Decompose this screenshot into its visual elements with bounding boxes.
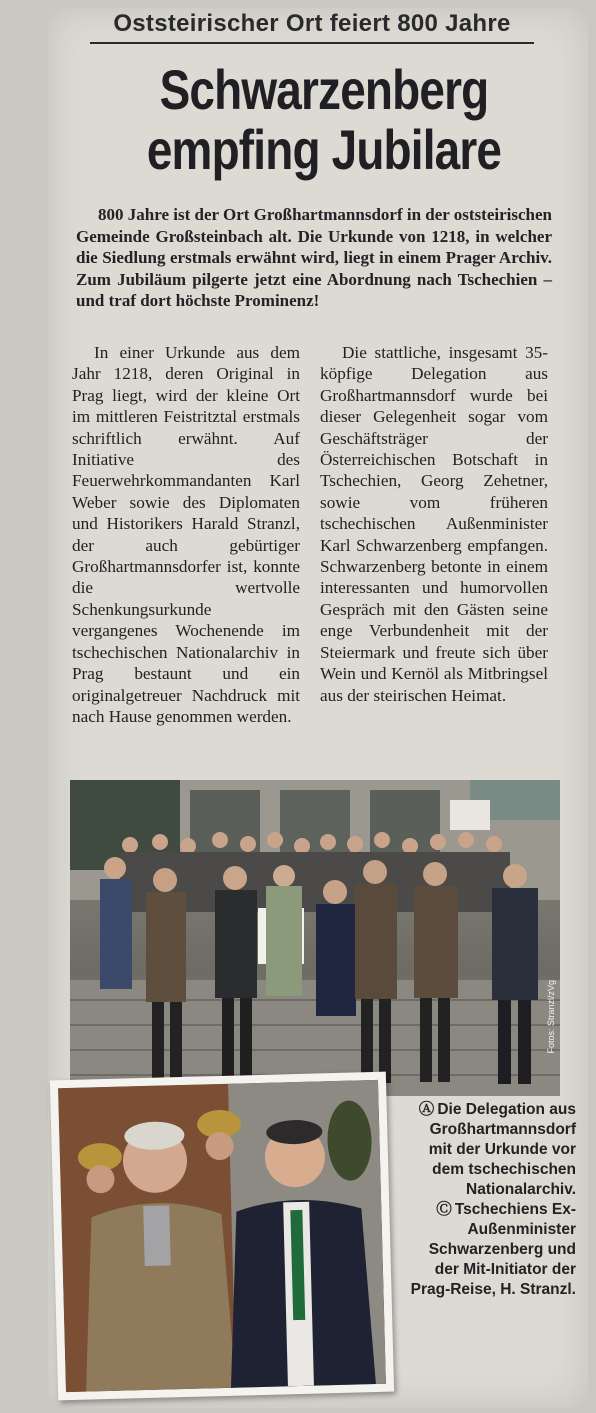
- group-photo-illustration: [70, 780, 560, 1096]
- photo-credit: Fotos: Stranzl/zVg: [546, 980, 556, 1054]
- caption-inset-photo: [404, 1200, 576, 1300]
- caption-marker-b: Ⓒ: [436, 1201, 452, 1218]
- photo-captions: [404, 1100, 576, 1300]
- caption-text-a: Die Delegation aus Großhartmannsdorf mit der Urkunde vor dem tschechischen Nationalarchiv.: [428, 1101, 576, 1198]
- body-column-right: Die stattliche, insgesamt 35-köpfige Delegation aus Großhartmannsdorf wurde bei dieser Gelegenheit sogar vom Geschäftsträger der Österreichischen Botschaft in Tschechien, Georg Zehetner, sowie vom früheren tschechischen Außenminister Karl Schwarzenberg empfangen. Schwarzenberg betonte in einem interessanten und humorvollen Gespräch mit den Gästen seine enge Verbundenheit mit der Steiermark und freute sich über Wein und Kernöl als Mitbringsel aus der steirischen Heimat.: [320, 343, 548, 705]
- inset-photo-image: [58, 1080, 386, 1392]
- headline-line-2: empfing Jubilare: [146, 118, 502, 181]
- caption-marker-a: Ⓐ: [418, 1101, 435, 1118]
- body-column-left: In einer Urkunde aus dem Jahr 1218, deren Original in Prag liegt, wird der kleine Ort im mittleren Feistritztal erstmals schriftlich erwähnt. Auf Initiative des Feuerwehrkommandanten Karl Weber sowie des Diplomaten und Historikers Harald Stranzl, der auch gebürtiger Großhartmannsdorfer ist, konnte die wertvolle Schenkungsurkunde vergangenes Wochenende im tschechischen Nationalarchiv in Prag bestaunt und ein originalgetreuer Nachdruck mit nach Hause genommen werden.: [72, 343, 300, 726]
- lead-paragraph: 800 Jahre ist der Ort Großhartmannsdorf in der oststeirischen Gemeinde Großsteinbach alt. Die Urkunde von 1218, in welcher die Siedlung erstmals erwähnt wird, liegt in einem Prager Archiv. Zum Jubiläum pilgerte jetzt eine Abordnung nach Tschechien – und traf dort höchste Prominenz!: [76, 205, 552, 310]
- inset-photo-illustration: [58, 1080, 386, 1392]
- newspaper-clipping: [48, 8, 588, 1408]
- headline: [127, 60, 521, 180]
- inset-photo: [50, 1072, 394, 1401]
- group-photo: [70, 780, 560, 1096]
- kicker-line: Oststeirischer Ort feiert 800 Jahre: [90, 10, 534, 44]
- caption-text-b: Tschechiens Ex-Außenminister Schwarzenberg und der Mit-Initiator der Prag-Reise, H. Stranzl.: [410, 1201, 576, 1298]
- caption-group-photo: [404, 1100, 576, 1200]
- headline-line-1: Schwarzenberg: [159, 58, 489, 121]
